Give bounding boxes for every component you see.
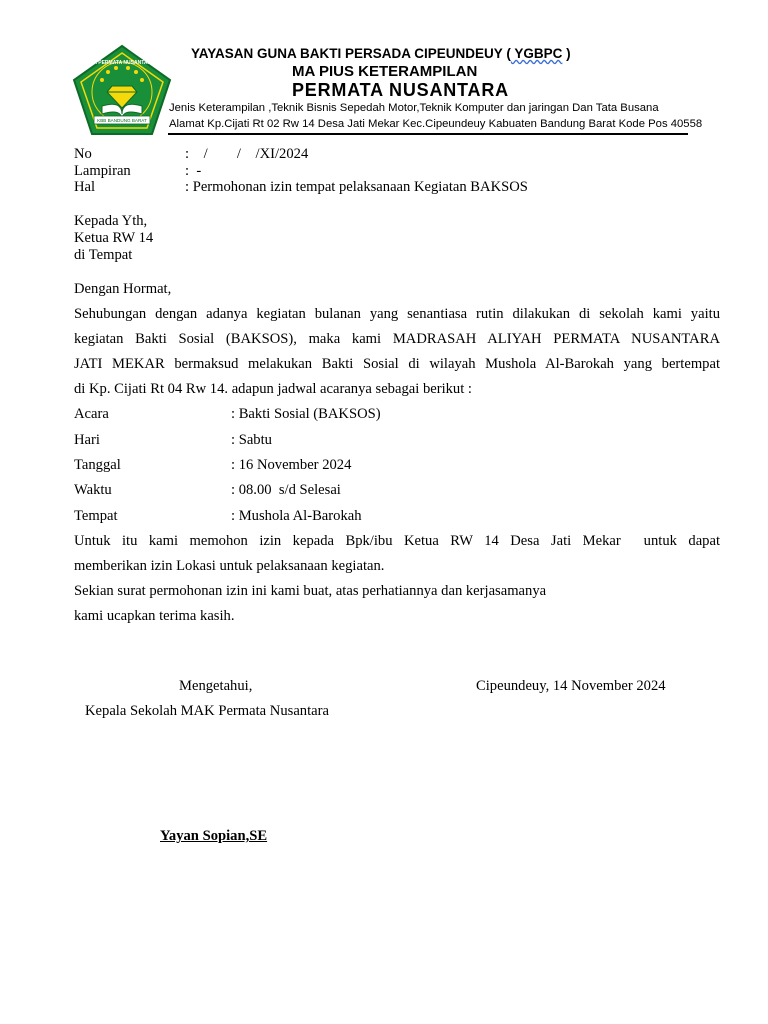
body-line: JATI MEKAR bermaksud melakukan Bakti Sosial di wilayah Mushola Al-Barokah yang bertempat: [74, 356, 720, 372]
school-programs: Jenis Keterampilan ,Teknik Bisnis Sepedah Motor,Teknik Komputer dan jaringan Dan Tata Busana: [169, 102, 659, 114]
closing-line: Sekian surat permohonan izin ini kami buat, atas perhatiannya dan kerjasamanya: [74, 583, 547, 599]
recipient-line: di Tempat: [74, 247, 133, 263]
school-address: Alamat Kp.Cijati Rt 02 Rw 14 Desa Jati Mekar Kec.Cipeundeuy Kabuaten Bandung Barat Kode Pos 40558: [169, 118, 703, 130]
schedule-value: : Bakti Sosial (BAKSOS): [231, 406, 381, 422]
recipient-line: Kepada Yth,: [74, 213, 148, 229]
schedule-label: Acara: [74, 406, 109, 422]
schedule-value: : 08.00 s/d Selesai: [231, 482, 341, 498]
body-line: kegiatan Bakti Sosial (BAKSOS), maka kami MADRASAH ALIYAH PERMATA NUSANTARA: [74, 331, 720, 347]
lampiran-label: Lampiran: [74, 163, 131, 179]
hal-label: Hal: [74, 179, 96, 195]
school-logo: [72, 44, 172, 136]
closing-line: kami ucapkan terima kasih.: [74, 608, 235, 624]
no-value: : / / /XI/2024: [185, 146, 309, 162]
schedule-label: Tanggal: [74, 457, 121, 473]
schedule-label: Waktu: [74, 482, 112, 498]
acknowledged-label: Mengetahui,: [179, 678, 253, 694]
signatory-position: Kepala Sekolah MAK Permata Nusantara: [85, 703, 329, 719]
schedule-label: Tempat: [74, 508, 118, 524]
foundation-name: [191, 46, 571, 61]
closing-line: memberikan izin Lokasi untuk pelaksanaan kegiatan.: [74, 558, 385, 574]
place-date: Cipeundeuy, 14 November 2024: [476, 678, 666, 694]
schedule-label: Hari: [74, 432, 100, 448]
foundation-abbr: YGBPC: [510, 46, 563, 61]
school-name: PERMATA NUSANTARA: [292, 80, 509, 100]
body-line: di Kp. Cijati Rt 04 Rw 14. adapun jadwal acaranya sebagai berikut :: [74, 381, 472, 397]
hal-value: : Permohonan izin tempat pelaksanaan Kegiatan BAKSOS: [185, 179, 528, 195]
foundation-post: ): [562, 46, 571, 61]
no-label: No: [74, 146, 92, 162]
school-type: MA PIUS KETERAMPILAN: [292, 63, 478, 80]
closing-line: Untuk itu kami memohon izin kepada Bpk/ibu Ketua RW 14 Desa Jati Mekar untuk dapat: [74, 533, 720, 549]
signatory-name: Yayan Sopian,SE: [160, 828, 268, 844]
schedule-value: : 16 November 2024: [231, 457, 352, 473]
recipient-line: Ketua RW 14: [74, 230, 154, 246]
foundation-pre: YAYASAN GUNA BAKTI PERSADA CIPEUNDEUY (: [191, 46, 511, 61]
schedule-value: : Mushola Al-Barokah: [231, 508, 362, 524]
body-line: Sehubungan dengan adanya kegiatan bulanan yang senantiasa rutin dilakukan di sekolah kami yaitu: [74, 306, 720, 322]
salutation: Dengan Hormat,: [74, 281, 172, 297]
letterhead-divider: [168, 133, 688, 135]
lampiran-value: : -: [185, 163, 202, 179]
svg-text:KBB BANDUNG BARAT: KBB BANDUNG BARAT: [97, 118, 147, 124]
schedule-value: : Sabtu: [231, 432, 272, 448]
svg-text:MA PERMATA NUSANTARA: MA PERMATA NUSANTARA: [89, 60, 155, 66]
